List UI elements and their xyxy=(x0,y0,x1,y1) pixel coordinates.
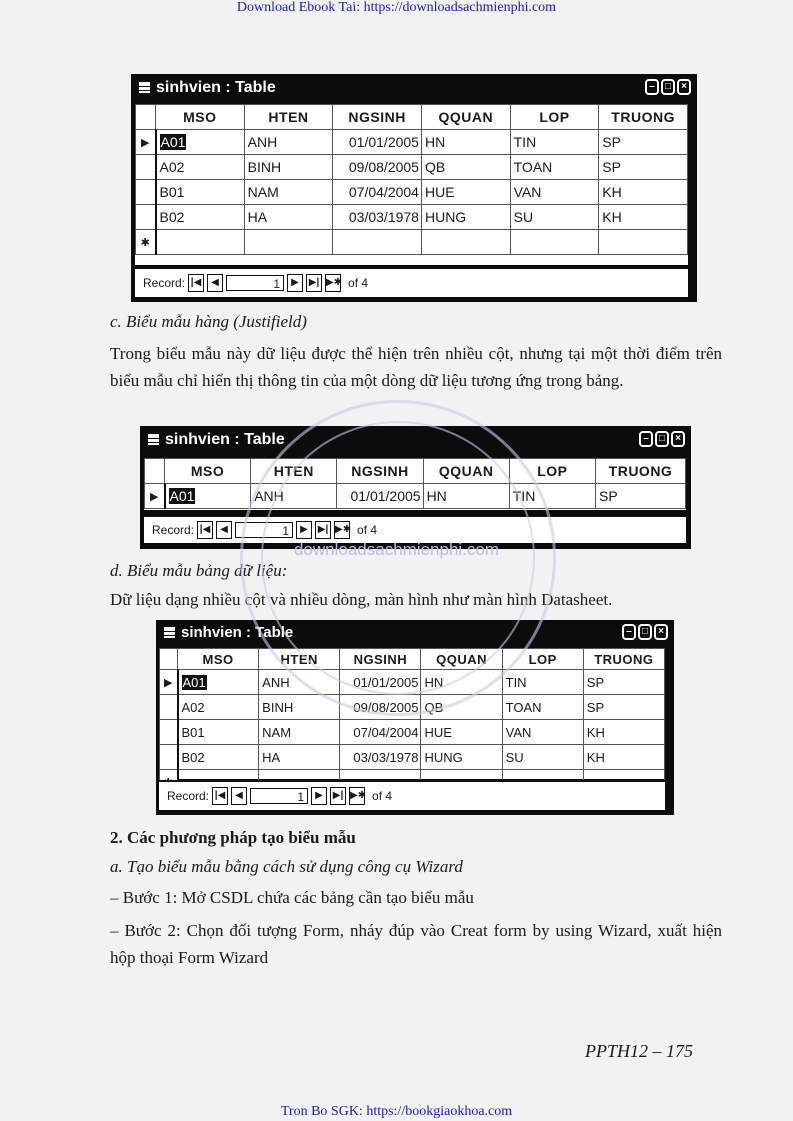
cell-ngsinh[interactable]: 03/03/1978 xyxy=(333,205,422,230)
record-label: Record: xyxy=(143,276,186,290)
last-record-icon[interactable]: ▶| xyxy=(315,521,331,539)
cell-truong[interactable]: SP xyxy=(583,670,664,695)
col-hten[interactable]: HTEN xyxy=(259,649,340,670)
datasheet-window-2 xyxy=(156,620,674,815)
table-icon xyxy=(148,434,159,445)
table-row[interactable] xyxy=(136,155,688,180)
window-titlebar xyxy=(131,74,697,102)
paragraph-c: Trong biểu mẫu này dữ liệu được thể hiện trên nhiều cột, nhưng tại một thời điểm trên biểu mẫu chỉ hiển thị thông tin của một dòng dữ liệu tương ứng trong bảng. xyxy=(110,344,722,390)
minimize-icon[interactable]: – xyxy=(645,79,659,95)
record-number-input[interactable]: 1 xyxy=(250,788,308,804)
col-mso[interactable]: MSO xyxy=(156,105,245,130)
cell-truong[interactable]: KH xyxy=(599,205,688,230)
row-selector[interactable] xyxy=(136,205,156,230)
cell-ngsinh[interactable]: 01/01/2005 xyxy=(333,130,422,155)
first-record-icon[interactable]: |◀ xyxy=(212,787,228,805)
table-row[interactable] xyxy=(160,695,665,720)
row-selector[interactable] xyxy=(160,695,178,720)
close-icon[interactable]: × xyxy=(677,79,691,95)
row-selector-current-icon[interactable]: ▶ xyxy=(136,130,156,155)
cell-lop[interactable]: SU xyxy=(510,205,599,230)
maximize-icon[interactable]: □ xyxy=(661,79,675,95)
minimize-icon[interactable]: – xyxy=(622,624,636,640)
data-grid xyxy=(144,458,686,510)
cell-ngsinh[interactable]: 09/08/2005 xyxy=(333,155,422,180)
col-ngsinh[interactable]: NGSINH xyxy=(340,649,421,670)
step-1: – Bước 1: Mở CSDL chứa các bảng cần tạo biểu mẫu xyxy=(110,888,474,907)
record-count: of 4 xyxy=(372,789,393,803)
new-record-nav-icon[interactable]: ▶✱ xyxy=(325,274,341,292)
window-title: sinhvien : Table xyxy=(165,431,285,448)
cell-truong[interactable]: SP xyxy=(596,484,686,509)
cell-qquan[interactable]: HN xyxy=(421,670,502,695)
cell-ngsinh[interactable]: 03/03/1978 xyxy=(340,745,421,770)
caption-d: d. Biểu mẫu bảng dữ liệu: xyxy=(110,561,288,580)
cell-mso[interactable]: A02 xyxy=(156,155,245,180)
cell-ngsinh[interactable]: 07/04/2004 xyxy=(340,720,421,745)
next-record-icon[interactable]: ▶ xyxy=(311,787,327,805)
table-row[interactable] xyxy=(145,484,686,509)
record-label: Record: xyxy=(152,523,195,537)
record-count: of 4 xyxy=(348,276,369,290)
new-record-icon[interactable]: ✱ xyxy=(136,230,156,255)
cell-hten[interactable]: BINH xyxy=(244,155,333,180)
cell-ngsinh[interactable]: 01/01/2005 xyxy=(337,484,423,509)
row-selector[interactable] xyxy=(160,745,178,770)
cell-truong[interactable]: SP xyxy=(583,695,664,720)
cell-lop[interactable]: TOAN xyxy=(510,155,599,180)
maximize-icon[interactable]: □ xyxy=(655,431,669,447)
row-selector[interactable] xyxy=(160,720,178,745)
window-titlebar xyxy=(156,620,674,646)
record-navigator xyxy=(159,780,665,810)
table-row[interactable] xyxy=(136,205,688,230)
col-qquan[interactable]: QQUAN xyxy=(421,649,502,670)
cell-hten[interactable]: NAM xyxy=(259,720,340,745)
col-mso[interactable]: MSO xyxy=(178,649,259,670)
cell-hten[interactable]: ANH xyxy=(244,130,333,155)
cell-qquan[interactable]: QB xyxy=(421,695,502,720)
window-title: sinhvien : Table xyxy=(181,624,294,641)
cell-hten[interactable]: HA xyxy=(244,205,333,230)
next-record-icon[interactable]: ▶ xyxy=(296,521,312,539)
watermark-text: downloadsachmienphi.com xyxy=(293,540,500,559)
table-icon xyxy=(139,82,150,93)
new-record-nav-icon[interactable]: ▶✱ xyxy=(334,521,350,539)
col-truong[interactable]: TRUONG xyxy=(599,105,688,130)
cell-truong[interactable]: KH xyxy=(583,745,664,770)
window-title: sinhvien : Table xyxy=(156,79,276,96)
cell-hten[interactable]: HA xyxy=(259,745,340,770)
window-titlebar xyxy=(140,426,691,454)
table-row[interactable] xyxy=(160,720,665,745)
cell-lop[interactable]: VAN xyxy=(502,720,583,745)
first-record-icon[interactable]: |◀ xyxy=(197,521,213,539)
header-row xyxy=(160,649,665,670)
col-qquan[interactable]: QQUAN xyxy=(421,105,510,130)
table-icon xyxy=(164,627,175,638)
cell-lop[interactable]: TIN xyxy=(502,670,583,695)
header-row xyxy=(136,105,688,130)
cell-mso[interactable]: A01 xyxy=(160,134,186,150)
cell-truong[interactable]: KH xyxy=(583,720,664,745)
last-record-icon[interactable]: ▶| xyxy=(330,787,346,805)
cell-hten[interactable]: ANH xyxy=(259,670,340,695)
page-footer: PPTH12 – 175 xyxy=(585,1041,693,1061)
corner-cell xyxy=(136,105,156,130)
record-number-input[interactable]: 1 xyxy=(226,275,284,291)
prev-record-icon[interactable]: ◀ xyxy=(231,787,247,805)
caption-c: c. Biểu mẫu hàng (Justifield) xyxy=(110,312,307,331)
row-selector[interactable] xyxy=(136,155,156,180)
cell-qquan[interactable]: HUNG xyxy=(421,745,502,770)
col-hten[interactable]: HTEN xyxy=(251,459,337,484)
col-lop[interactable]: LOP xyxy=(509,459,595,484)
row-selector[interactable] xyxy=(136,180,156,205)
col-lop[interactable]: LOP xyxy=(502,649,583,670)
data-grid xyxy=(135,104,688,265)
table-row[interactable] xyxy=(136,130,688,155)
record-navigator xyxy=(135,267,688,297)
step-2: – Bước 2: Chọn đối tượng Form, nháy đúp vào Creat form by using Wizard, xuất hiện hộp thoại Form Wizard xyxy=(110,921,722,967)
cell-mso[interactable]: A02 xyxy=(178,695,259,720)
col-truong[interactable]: TRUONG xyxy=(596,459,686,484)
col-truong[interactable]: TRUONG xyxy=(583,649,664,670)
cell-truong[interactable]: KH xyxy=(599,180,688,205)
header-download-link[interactable]: Download Ebook Tai: https://downloadsachmienphi.com xyxy=(236,0,557,15)
cell-ngsinh[interactable]: 09/08/2005 xyxy=(340,695,421,720)
header-row xyxy=(145,459,686,484)
close-icon[interactable]: × xyxy=(654,624,668,640)
cell-mso[interactable]: A01 xyxy=(169,488,195,504)
cell-lop[interactable]: VAN xyxy=(510,180,599,205)
cell-lop[interactable]: SU xyxy=(502,745,583,770)
col-ngsinh[interactable]: NGSINH xyxy=(333,105,422,130)
table-row[interactable] xyxy=(160,670,665,695)
cell-qquan[interactable]: HN xyxy=(421,130,510,155)
cell-qquan[interactable]: HUE xyxy=(421,180,510,205)
row-selector-current-icon[interactable]: ▶ xyxy=(145,484,165,509)
col-qquan[interactable]: QQUAN xyxy=(423,459,509,484)
last-record-icon[interactable]: ▶| xyxy=(306,274,322,292)
paragraph-d: Dữ liệu dạng nhiều cột và nhiều dòng, màn hình như màn hình Datasheet. xyxy=(110,590,613,609)
close-icon[interactable]: × xyxy=(671,431,685,447)
col-ngsinh[interactable]: NGSINH xyxy=(337,459,423,484)
datasheet-window-1 xyxy=(131,74,697,302)
footer-sgk-link[interactable]: Tron Bo SGK: https://bookgiaokhoa.com xyxy=(280,1104,513,1119)
cell-hten[interactable]: ANH xyxy=(251,484,337,509)
maximize-icon[interactable]: □ xyxy=(638,624,652,640)
next-record-icon[interactable]: ▶ xyxy=(287,274,303,292)
new-record-row[interactable] xyxy=(136,230,688,255)
row-selector-current-icon[interactable]: ▶ xyxy=(160,670,178,695)
record-number-input[interactable]: 1 xyxy=(235,522,293,538)
cell-lop[interactable]: TIN xyxy=(510,130,599,155)
cell-lop[interactable]: TOAN xyxy=(502,695,583,720)
cell-lop[interactable]: TIN xyxy=(509,484,595,509)
cell-mso[interactable]: B01 xyxy=(178,720,259,745)
cell-qquan[interactable]: QB xyxy=(421,155,510,180)
cell-qquan[interactable]: HN xyxy=(423,484,509,509)
record-navigator xyxy=(144,516,686,543)
cell-qquan[interactable]: HUE xyxy=(421,720,502,745)
first-record-icon[interactable]: |◀ xyxy=(188,274,204,292)
caption-a: a. Tạo biểu mẫu bằng cách sử dụng công cụ Wizard xyxy=(110,857,463,876)
corner-cell xyxy=(160,649,178,670)
minimize-icon[interactable]: – xyxy=(639,431,653,447)
record-count: of 4 xyxy=(357,523,378,537)
cell-mso[interactable]: B02 xyxy=(178,745,259,770)
section-heading-2: 2. Các phương pháp tạo biểu mẫu xyxy=(110,828,356,847)
table-row[interactable] xyxy=(160,745,665,770)
cell-hten[interactable]: BINH xyxy=(259,695,340,720)
new-record-nav-icon[interactable]: ▶✱ xyxy=(349,787,365,805)
record-label: Record: xyxy=(167,789,210,803)
cell-mso[interactable]: A01 xyxy=(182,674,206,690)
cell-truong[interactable]: SP xyxy=(599,155,688,180)
corner-cell xyxy=(145,459,165,484)
cell-ngsinh[interactable]: 01/01/2005 xyxy=(340,670,421,695)
cell-mso[interactable]: B02 xyxy=(156,205,245,230)
data-grid xyxy=(159,648,665,779)
justified-window xyxy=(140,426,691,549)
cell-hten[interactable]: NAM xyxy=(244,180,333,205)
prev-record-icon[interactable]: ◀ xyxy=(216,521,232,539)
prev-record-icon[interactable]: ◀ xyxy=(207,274,223,292)
col-lop[interactable]: LOP xyxy=(510,105,599,130)
table-row[interactable] xyxy=(136,180,688,205)
cell-truong[interactable]: SP xyxy=(599,130,688,155)
col-hten[interactable]: HTEN xyxy=(244,105,333,130)
col-mso[interactable]: MSO xyxy=(165,459,251,484)
cell-ngsinh[interactable]: 07/04/2004 xyxy=(333,180,422,205)
cell-qquan[interactable]: HUNG xyxy=(421,205,510,230)
cell-mso[interactable]: B01 xyxy=(156,180,245,205)
